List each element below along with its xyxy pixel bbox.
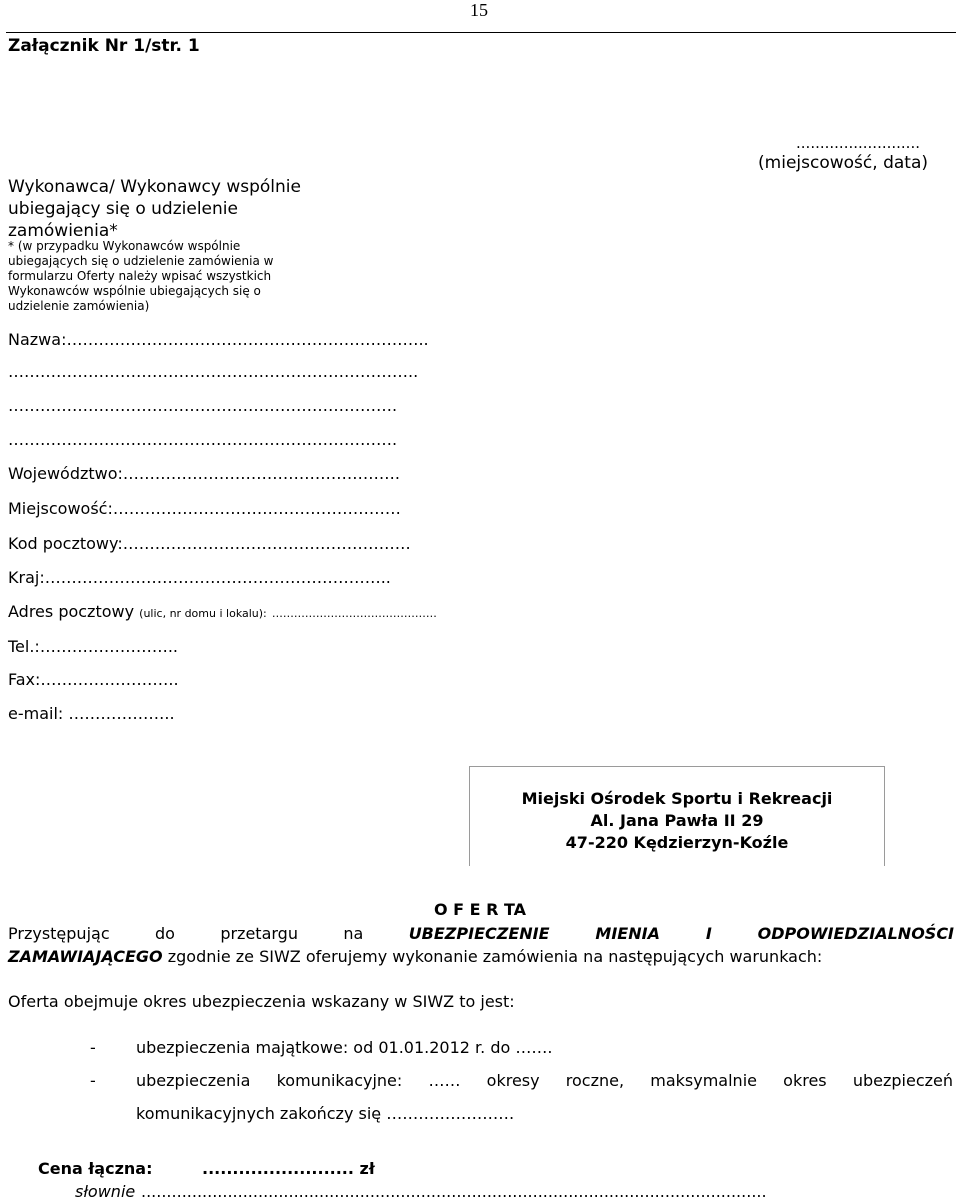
offer-intro-subject-cont: ZAMAWIAJĄCEGO <box>8 947 163 966</box>
contractor-note: * (w przypadku Wykonawców wspólnie ubiegających się o udzielenie zamówienia w formularzu Oferty należy wpisać wszystkich Wykonawców wspólnie ubiegających się o udzielenie zamówienia) <box>8 239 274 313</box>
contractor-title: Wykonawca/ Wykonawcy wspólnie ubiegający się o udzielenie zamówienia* <box>8 177 301 241</box>
field-kraj: Kraj:……………………………………………………….. <box>8 568 391 587</box>
offer-intro-line2 <box>8 945 954 969</box>
field-adres <box>8 602 437 621</box>
field-nazwa: Nazwa:………………………………………………………….. <box>8 330 429 349</box>
field-adres-label: Adres pocztowy <box>8 602 135 621</box>
offer-intro-end: zgodnie ze SIWZ oferujemy wykonanie zamówienia na następujących warunkach: <box>167 947 823 966</box>
attachment-title: Załącznik Nr 1/str. 1 <box>8 36 200 56</box>
field-line-3: ………………………………………………………………. <box>8 396 398 415</box>
item2-text-line2: komunikacyjnych zakończy się …………………… <box>136 1104 515 1123</box>
price-words-label: słownie <box>75 1182 136 1201</box>
offer-intro-line1 <box>8 922 954 946</box>
field-adres-hint: (ulic, nr domu i lokalu): <box>139 607 267 620</box>
price-value: ......................... zł <box>202 1159 375 1178</box>
offer-scope: Oferta obejmuje okres ubezpieczenia wskazany w SIWZ to jest: <box>8 992 515 1011</box>
item1-bullet: - <box>90 1038 96 1057</box>
page-number: 15 <box>470 0 488 20</box>
field-line-2: ………………………………………………………………….. <box>8 362 419 381</box>
field-email: e-mail: ……………….. <box>8 704 175 723</box>
field-kod-pocztowy: Kod pocztowy:……………………………………………… <box>8 534 411 553</box>
date-placeholder: .......................... <box>796 134 920 152</box>
item2-text-line1: ubezpieczenia komunikacyjne: …… okresy roczne, maksymalnie okres ubezpieczeń <box>136 1071 953 1090</box>
recipient-name: Miejski Ośrodek Sportu i Rekreacji <box>521 789 833 808</box>
recipient-city: 47-220 Kędzierzyn-Koźle <box>565 833 789 852</box>
field-adres-dots: ……………………………………… <box>271 607 437 620</box>
header-rule <box>6 32 956 33</box>
recipient-box <box>469 766 885 866</box>
offer-heading: O F E R TA <box>433 900 527 919</box>
field-line-4: ………………………………………………………………. <box>8 430 398 449</box>
field-fax: Fax:…………………….. <box>8 670 179 689</box>
date-label: (miejscowość, data) <box>758 153 928 173</box>
recipient-street: Al. Jana Pawła II 29 <box>590 811 764 830</box>
field-miejscowosc: Miejscowość:……………………………………………… <box>8 499 401 518</box>
field-tel: Tel.:…………………….. <box>8 637 178 656</box>
offer-intro-subject: UBEZPIECZENIE MIENIA I ODPOWIEDZIALNOŚCI <box>408 924 955 943</box>
item2-bullet: - <box>90 1071 96 1090</box>
offer-intro-start: Przystępując do przetargu na <box>8 924 364 943</box>
price-label: Cena łączna: <box>38 1159 153 1178</box>
price-words-value: ........................................................................................................................... <box>141 1182 767 1201</box>
field-wojewodztwo: Województwo:……………………………………………. <box>8 464 401 483</box>
item1-text: ubezpieczenia majątkowe: od 01.01.2012 r. do ……. <box>136 1038 553 1057</box>
